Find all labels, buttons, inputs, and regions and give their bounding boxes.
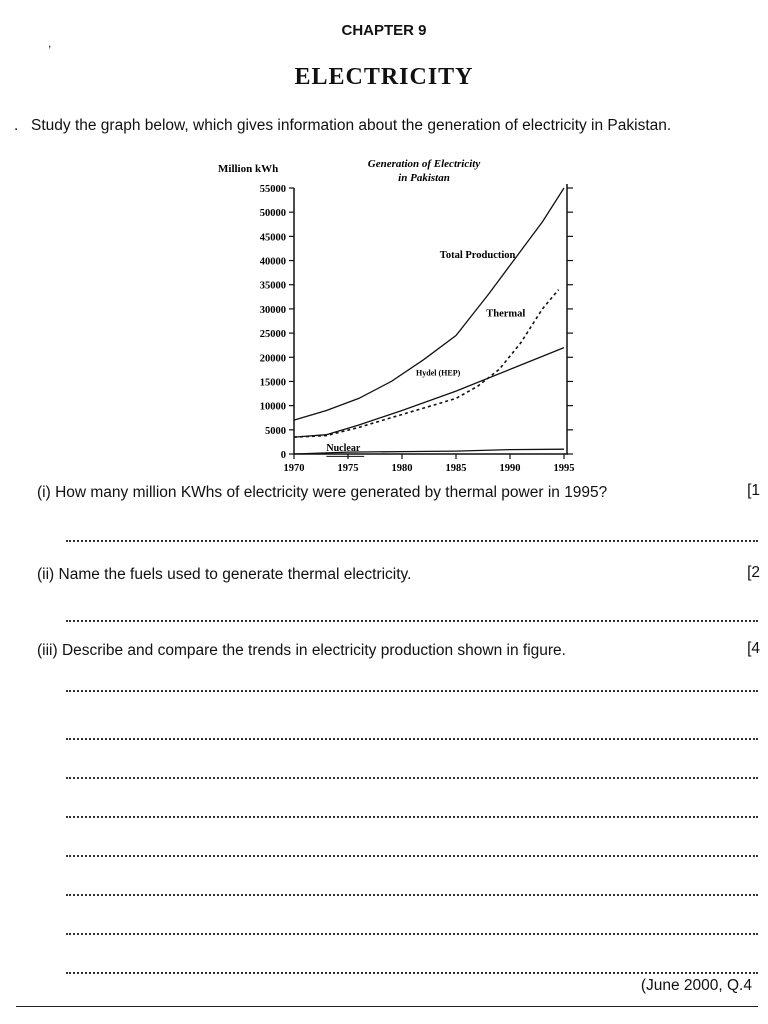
- question-1-marks: [1: [747, 482, 760, 499]
- intro-paragraph: [14, 116, 758, 136]
- y-axis-label: Million kWh: [218, 163, 279, 175]
- page-title: ELECTRICITY: [294, 64, 474, 90]
- label-thermal: Thermal: [486, 308, 526, 320]
- bottom-rule: [16, 1006, 758, 1007]
- answer-line[interactable]: [66, 777, 758, 779]
- stray-mark: ,: [48, 36, 52, 50]
- x-tick-label: 1980: [391, 463, 413, 474]
- x-tick-label: 1975: [337, 463, 359, 474]
- x-tick-label: 1990: [499, 463, 521, 474]
- chart-subtitle: in Pakistan: [398, 172, 450, 184]
- chart-title: Generation of Electricity: [367, 158, 481, 170]
- answer-line[interactable]: [66, 933, 758, 935]
- series-hydel: [294, 348, 564, 438]
- answer-line[interactable]: [66, 894, 758, 896]
- answer-line[interactable]: [66, 540, 758, 542]
- y-tick-label: 30000: [259, 304, 286, 316]
- answer-line[interactable]: [66, 972, 758, 974]
- intro-text: Study the graph below, which gives information about the generation of electricity in Pakistan.: [31, 117, 672, 134]
- y-tick-label: 15000: [259, 377, 286, 389]
- y-tick-label: 25000: [259, 329, 286, 341]
- electricity-line-chart: [200, 152, 590, 482]
- question-1: (i) How many million KWhs of electricity were generated by thermal power in 1995?: [37, 484, 608, 501]
- label-hydel: Hydel (HEP): [416, 368, 461, 378]
- y-tick-label: 40000: [259, 256, 286, 268]
- y-tick-label: 50000: [259, 208, 286, 220]
- y-tick-label: 45000: [259, 232, 286, 244]
- answer-line[interactable]: [66, 816, 758, 818]
- series-total-production: [294, 188, 564, 420]
- intro-bullet: .: [14, 117, 19, 134]
- source-reference: (June 2000, Q.4: [640, 977, 752, 994]
- answer-line[interactable]: [66, 738, 758, 740]
- y-tick-label: 5000: [265, 425, 286, 437]
- question-3-marks: [4: [747, 640, 760, 657]
- question-2: (ii) Name the fuels used to generate thermal electricity.: [37, 566, 412, 583]
- x-tick-label: 1995: [553, 463, 575, 474]
- label-nuclear: Nuclear: [326, 443, 361, 455]
- y-tick-label: 20000: [259, 353, 286, 365]
- answer-line[interactable]: [66, 855, 758, 857]
- x-tick-label: 1985: [445, 463, 467, 474]
- question-2-marks: [2: [747, 564, 760, 581]
- answer-line[interactable]: [66, 690, 758, 692]
- chapter-heading: CHAPTER 9: [341, 22, 427, 39]
- question-3: (iii) Describe and compare the trends in electricity production shown in figure.: [37, 642, 566, 659]
- x-tick-label: 1970: [283, 463, 305, 474]
- y-tick-label: 55000: [259, 184, 286, 195]
- label-total-production: Total Production: [439, 250, 516, 262]
- y-tick-label: 35000: [259, 280, 286, 292]
- y-tick-label: 10000: [259, 401, 286, 413]
- answer-line[interactable]: [66, 620, 758, 622]
- y-tick-label: 0: [280, 450, 286, 461]
